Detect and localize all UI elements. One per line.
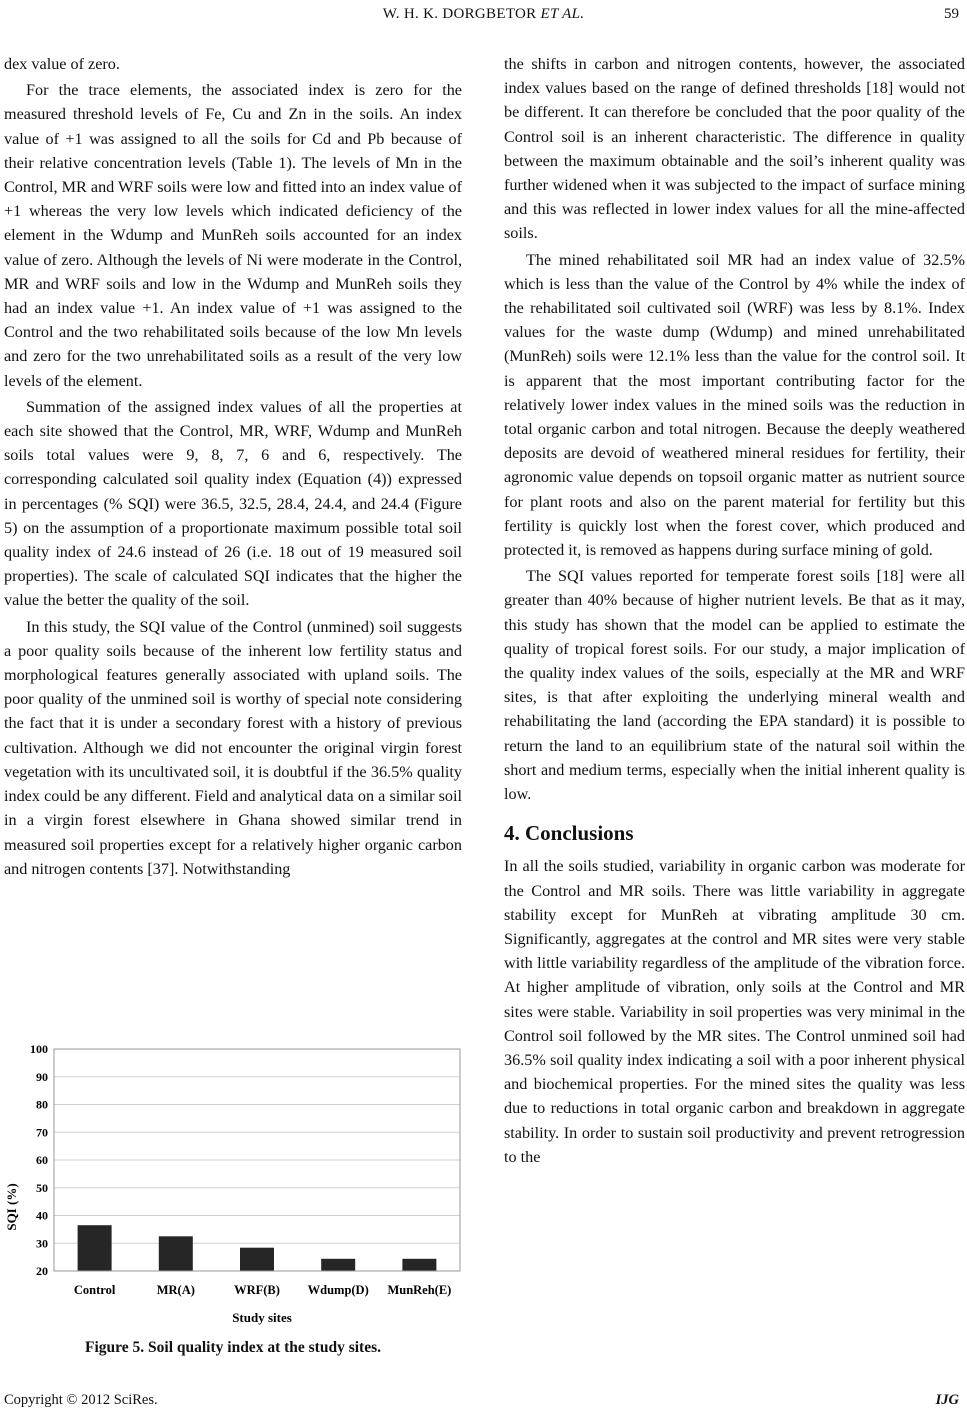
bar-mra xyxy=(159,1236,193,1271)
y-tick-label: 100 xyxy=(30,1043,48,1056)
right-column xyxy=(504,52,965,1169)
y-axis-label: SQI (%) xyxy=(4,1183,19,1231)
running-head-et-al: ET AL. xyxy=(540,6,585,22)
figure-caption: Figure 5. Soil quality index at the study sites. xyxy=(85,1339,381,1356)
x-tick-label: WRF(B) xyxy=(234,1283,280,1297)
x-tick-label: MR(A) xyxy=(156,1283,195,1297)
x-axis-label: Study sites xyxy=(232,1310,292,1325)
chart-bars xyxy=(78,1225,437,1271)
x-tick-label: Wdump(D) xyxy=(307,1283,369,1297)
y-tick-label: 30 xyxy=(36,1236,48,1251)
paragraph: In this study, the SQI value of the Control (unmined) soil suggests a poor quality soils because of the inherent low fertility status and morphological features generally associated with upland soils. The poor quality of the unmined soil is worthy of special note considering the fact that it is under a secondary forest with a history of previous cultivation. Although we did not encounter the original virgin forest vegetation with its uncultivated soil, it is doubtful if the 36.5% quality index could be any different. Field and analytical data on a similar soil in a virgin forest elsewhere in Ghana showed similar trend in measured soil properties except for a relatively higher organic carbon and nitrogen contents [37]. Notwithstanding xyxy=(4,617,462,878)
y-tick-label: 80 xyxy=(36,1097,48,1112)
chart-grid xyxy=(54,1077,460,1244)
copyright: Copyright © 2012 SciRes. xyxy=(4,1392,158,1408)
page-number: 59 xyxy=(944,6,959,22)
journal-abbrev: IJG xyxy=(935,1392,959,1408)
y-tick-label: 60 xyxy=(36,1153,48,1167)
bar-wdumpd xyxy=(321,1259,355,1271)
bar-wrfb xyxy=(240,1248,274,1271)
y-tick-label: 20 xyxy=(36,1264,48,1278)
paragraph: For the trace elements, the associated index is zero for the measured threshold levels of Fe, Cu and Zn in the soils. An index value of +1 was assigned to all the soils for Cd and Pb because of their relative concentration levels (Table 1). The levels of Mn in the Control, MR and WRF soils were low and fitted into an index value of +1 whereas the very low levels which indicated deficiency of the element in the Wdump and MunReh soils accounted for an index value of zero. Although the levels of Ni were moderate in the Control, MR and WRF soils and low in the Wdump and MunReh soils they had an index value +1. An index value of +1 was assigned to the Control and the two rehabilitated soils because of the low Mn levels and zero for the two unrehabilitated soils as a result of the very low levels of the element. xyxy=(4,81,462,390)
figure-5 xyxy=(4,1043,462,1353)
paragraph: the shifts in carbon and nitrogen contents, however, the associated index values based on the range of defined thresholds [18] would not be different. It can therefore be concluded that the poor quality of the Control soil is an inherent characteristic. The difference in quality between the maximum obtainable and the soil’s inherent quality was further widened when it was subjected to the impact of surface mining and this was reflected in lower index values for all the mine-affected soils. xyxy=(504,55,965,243)
page-header xyxy=(0,4,967,24)
y-tick-label: 50 xyxy=(36,1180,48,1195)
sqi-bar-chart xyxy=(4,1043,462,1343)
paragraph: The SQI values reported for temperate forest soils [18] were all greater than 40% because of higher nutrient levels. Be that as it may, this study has shown that the model can be applied to estimate the quality of tropical forest soils. For our study, a major implication of the quality index values of the soils, especially at the MR and WRF sites, is that after exploiting the underlying mineral wealth and rehabilitating the land (according the EPA standard) it is possible to return the land to an equilibrium state of the natural soil within the short and medium terms, especially when the initial inherent quality is low. xyxy=(504,567,965,804)
left-column xyxy=(4,52,462,881)
x-tick-label: Control xyxy=(73,1283,116,1297)
paragraph: In all the soils studied, variability in organic carbon was moderate for the Control and MR soils. There was little variability in aggregate stability except for MunReh at vibrating amplitude 30 cm. Significantly, aggregates at the control and MR sites were very stable with little variability regardless of the amplitude of the vibration force. At higher amplitude of vibration, only soils at the Control and MR sites were stable. Variability in soil properties was very minimal in the Control soil followed by the MR sites. The Control unmined soil had 36.5% soil quality index indicating a soil with a poor inherent physical and biochemical properties. For the mined sites the quality was less due to reductions in total organic carbon and breakdown in aggregate stability. In order to sustain soil productivity and prevent retrogression to the xyxy=(504,857,965,1166)
paragraph: dex value of zero. xyxy=(4,55,120,73)
y-tick-label: 70 xyxy=(36,1125,48,1140)
bar-control xyxy=(78,1225,112,1271)
y-tick-label: 90 xyxy=(36,1069,48,1084)
section-heading: 4. Conclusions xyxy=(504,821,634,846)
bar-munrehe xyxy=(402,1259,436,1271)
y-tick-label: 40 xyxy=(36,1208,48,1223)
paragraph: Summation of the assigned index values of all the properties at each site showed that the Control, MR, WRF, Wdump and MunReh soils total values were 9, 8, 7, 6 and 6, respectively. The corresponding calculated soil quality index (Equation (4)) expressed in percentages (% SQI) were 36.5, 32.5, 28.4, 24.4, and 24.4 (Figure 5) on the assumption of a proportionate maximum possible total soil quality index of 24.6 instead of 26 (i.e. 18 out of 19 measured soil properties). The scale of calculated SQI indicates that the higher the value the better the quality of the soil. xyxy=(4,397,462,610)
x-tick-label: MunReh(E) xyxy=(387,1283,452,1297)
paragraph: The mined rehabilitated soil MR had an index value of 32.5% which is less than the value of the Control by 4% while the index of the rehabilitated soil cultivated soil (WRF) was less by 8.1%. Index values for the waste dump (Wdump) and mined unrehabilitated (MunReh) soils were 12.1% less than the value for the control soil. It is apparent that the most important contributing factor for the relatively lower index values in the mined soils was the reduction in total organic carbon and total nitrogen. Because the deeply weathered deposits are devoid of weathered mineral residues for fertility, their agronomic value depends on topsoil organic matter as nutrient source for plant roots and also on the parent material for fertility but this fertility is quickly lost when the forest cover, which produced and protected it, is removed as happens during surface mining of gold. xyxy=(504,250,965,560)
running-head-authors: W. H. K. DORGBETOR xyxy=(382,6,537,22)
running-head xyxy=(0,6,967,23)
